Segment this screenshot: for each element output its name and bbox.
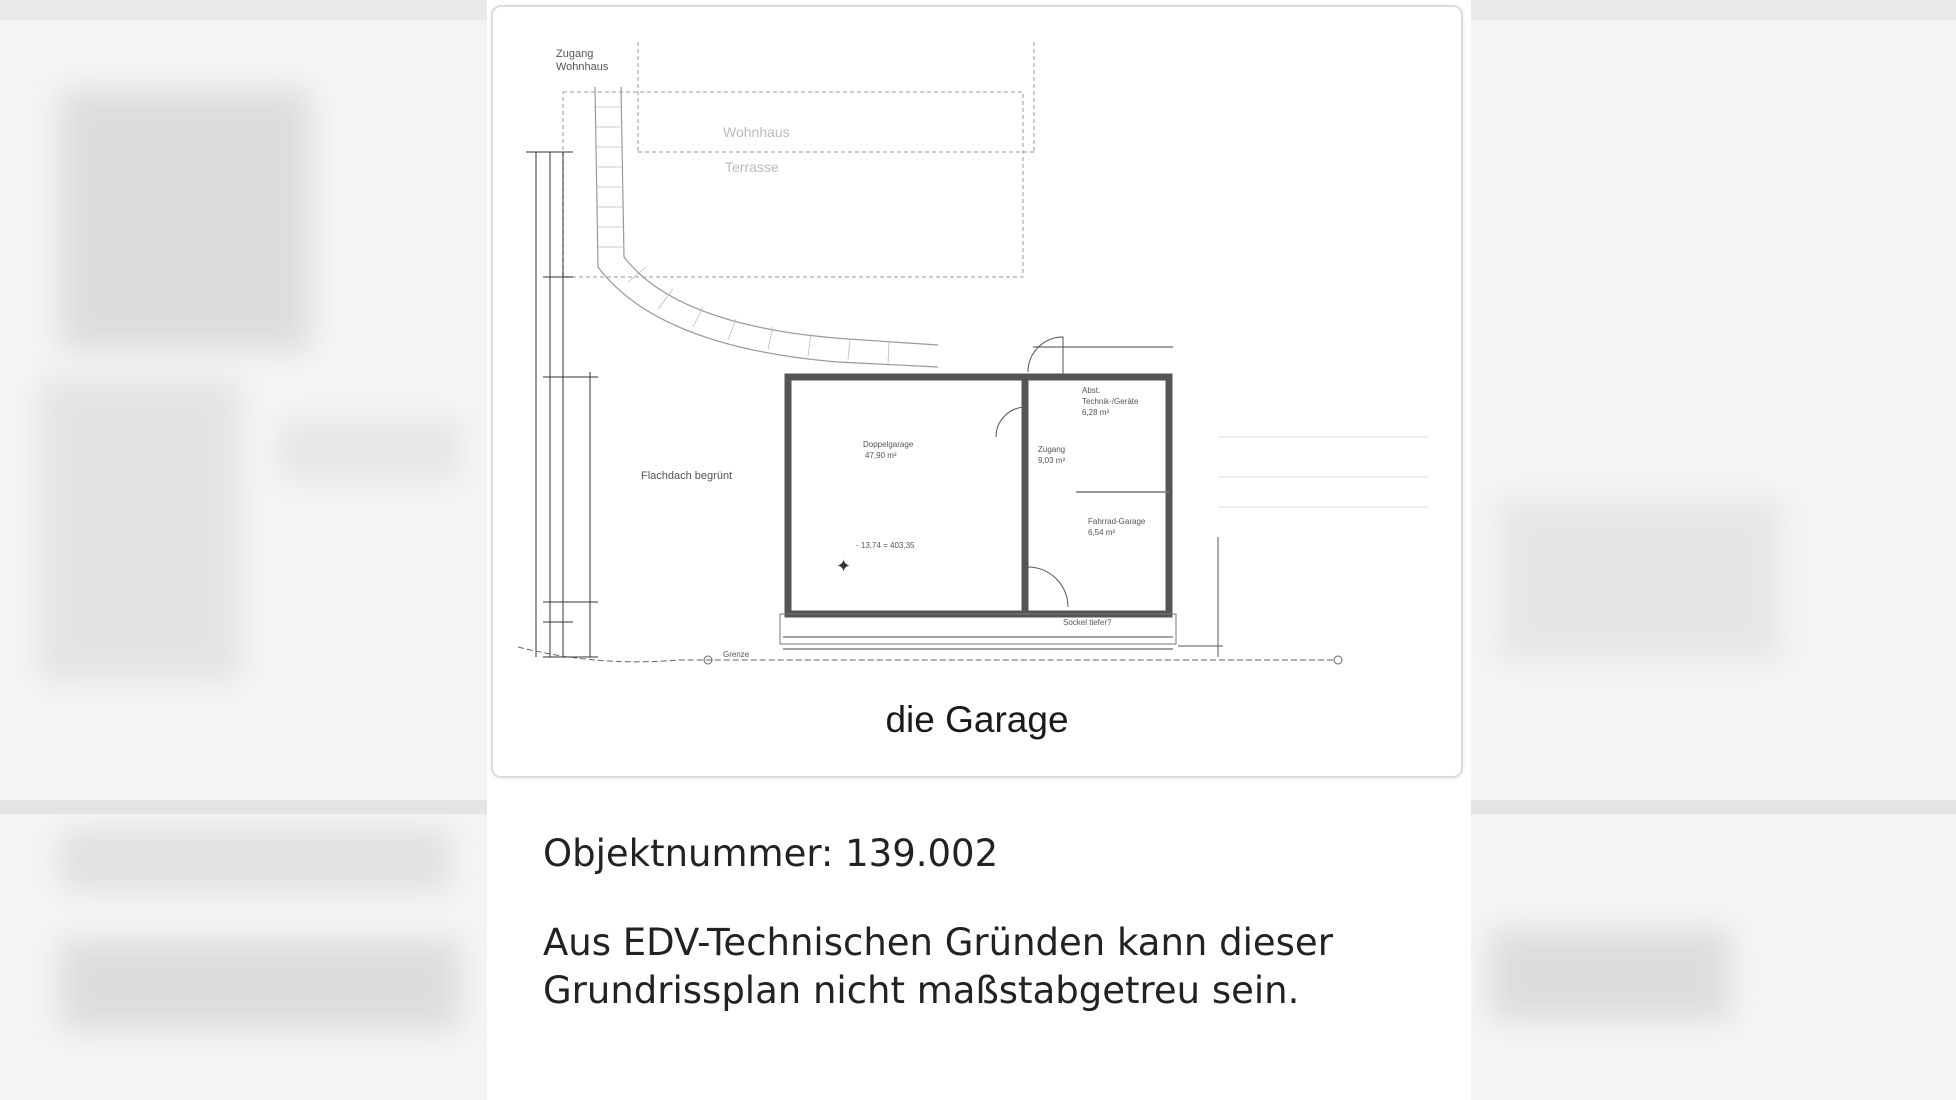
label-grenze: Grenze — [723, 650, 750, 659]
label-zugang: Zugang — [556, 48, 594, 60]
scale-note-line-2: Grundrissplan nicht maßstabgetreu sein. — [543, 969, 1300, 1012]
info-section — [543, 832, 1423, 1015]
object-number: Objektnummer: 139.002 — [543, 832, 999, 875]
background-block — [1500, 500, 1780, 660]
label-abst: Abst. — [1082, 386, 1101, 395]
label-abst-area: 6,28 m² — [1082, 408, 1110, 417]
scale-note — [543, 919, 1423, 1015]
label-terrasse: Terrasse — [725, 159, 779, 175]
scale-note-line-1: Aus EDV-Technischen Gründen kann dieser — [543, 921, 1333, 964]
label-wohnhaus: Wohnhaus — [556, 61, 609, 73]
label-doppelgarage: Doppelgarage — [863, 440, 914, 449]
background-block — [60, 90, 310, 350]
level-marker-icon: ✦ — [836, 556, 852, 576]
background-block — [40, 380, 240, 680]
label-level: - 13,74 = 403,35 — [856, 541, 915, 550]
label-zugang-room: Zugang — [1038, 445, 1066, 454]
background-block — [280, 420, 460, 480]
label-fahrrad: Fahrrad-Garage — [1088, 517, 1146, 526]
image-card[interactable] — [491, 5, 1463, 778]
image-caption: die Garage — [885, 699, 1069, 740]
background-block — [1490, 930, 1730, 1020]
label-zugang-area: 9,03 m² — [1038, 456, 1066, 465]
label-wohnhaus-main: Wohnhaus — [723, 124, 790, 140]
label-flachdach: Flachdach begrünt — [641, 470, 733, 482]
label-fahrrad-area: 6,54 m² — [1088, 528, 1116, 537]
background-block — [60, 830, 450, 890]
floorplan-drawing — [518, 27, 1438, 687]
background-block — [60, 940, 460, 1030]
label-sockel: Sockel tiefer? — [1063, 618, 1112, 627]
label-technik: Technik-/Geräte — [1082, 397, 1139, 406]
label-doppelgarage-area: 47,90 m² — [865, 451, 897, 460]
